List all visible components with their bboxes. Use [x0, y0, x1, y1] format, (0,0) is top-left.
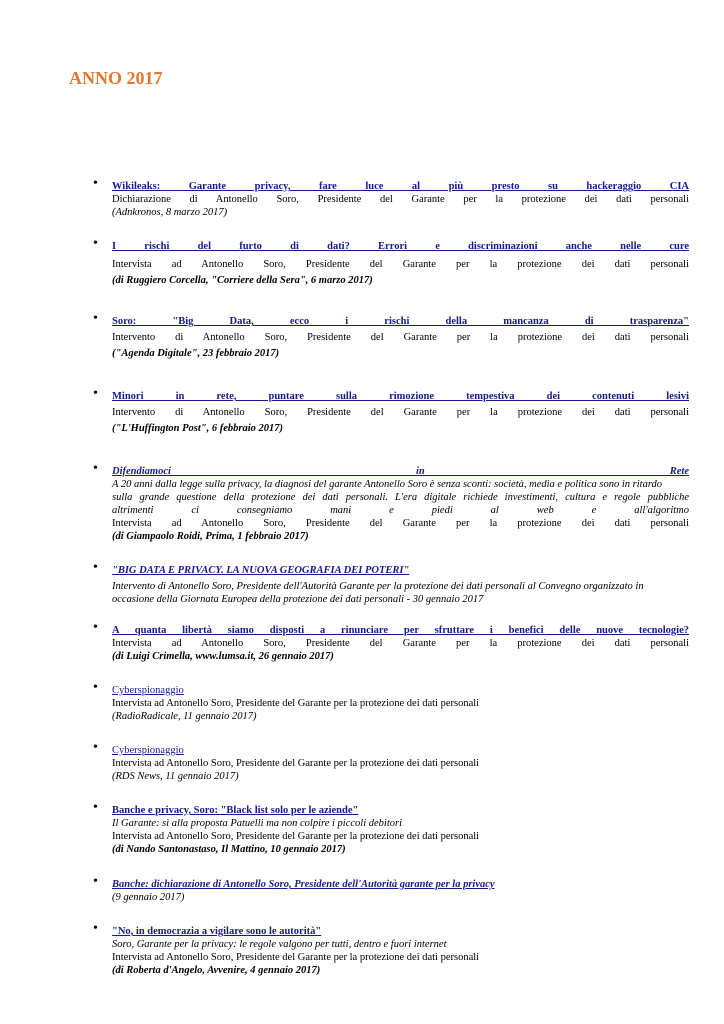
article-link[interactable]: "No, in democrazia a vigilare sono le autorità": [112, 926, 322, 937]
item-source: (Adnkronos, 8 marzo 2017): [112, 207, 228, 218]
page-title: ANNO 2017: [69, 68, 163, 88]
bullet-icon: •: [93, 680, 98, 695]
item-summary: Soro, Garante per la privacy: le regole valgono per tutti, dentro e fuori internet: [112, 939, 447, 950]
item-source: (di Roberta d'Angelo, Avvenire, 4 gennaio 2017): [112, 965, 321, 976]
item-description: Intervista ad Antonello Soro, Presidente del Garante per la protezione dei dati personali: [112, 259, 689, 270]
bullet-icon: •: [93, 386, 98, 401]
item-description: Intervista ad Antonello Soro, Presidente del Garante per la protezione dei dati personali: [112, 831, 480, 842]
item-source: (RDS News, 11 gennaio 2017): [112, 771, 239, 782]
item-summary: A 20 anni dalla legge sulla privacy, la diagnosi del garante Antonello Soro è senza sconti: società, media e politica sono in ritardo: [112, 479, 663, 490]
item-description: Intervento di Antonello Soro, Presidente dell'Autorità Garante per la protezione dei dati personali al Convegno organizzato in: [112, 581, 644, 592]
bullet-icon: •: [93, 874, 98, 889]
item-source: (di Nando Santonastaso, Il Mattino, 10 gennaio 2017): [112, 844, 346, 855]
bullet-icon: •: [93, 921, 98, 936]
item-source: (di Luigi Crimella, www.lumsa.it, 26 gennaio 2017): [112, 651, 334, 662]
item-description: occasione della Giornata Europea della protezione dei dati personali - 30 gennaio 2017: [112, 594, 484, 605]
item-description: Intervista ad Antonello Soro, Presidente del Garante per la protezione dei dati personali: [112, 698, 480, 709]
item-description: Intervista ad Antonello Soro, Presidente del Garante per la protezione dei dati personali: [112, 952, 480, 963]
list-item: [93, 740, 689, 783]
item-description: Intervento di Antonello Soro, Presidente del Garante per la protezione dei dati personali: [112, 407, 689, 418]
article-link[interactable]: Banche: dichiarazione di Antonello Soro, Presidente dell'Autorità garante per la privacy: [112, 879, 495, 890]
list-item: [93, 311, 689, 360]
bullet-icon: •: [93, 800, 98, 815]
item-summary: sulla grande questione della protezione dei dati personali. L'era digitale richiede investimenti, cultura e regole pubbliche: [112, 492, 689, 503]
bullet-icon: •: [93, 236, 98, 251]
list-item: [93, 680, 689, 723]
item-source: ("Agenda Digitale", 23 febbraio 2017): [112, 348, 280, 359]
item-source: (di Ruggiero Corcella, "Corriere della Sera", 6 marzo 2017): [112, 275, 373, 286]
article-link[interactable]: Banche e privacy, Soro: "Black list solo per le aziende": [112, 805, 359, 816]
item-description: Intervento di Antonello Soro, Presidente del Garante per la protezione dei dati personali: [112, 332, 689, 343]
bullet-icon: •: [93, 740, 98, 755]
item-description: Intervista ad Antonello Soro, Presidente del Garante per la protezione dei dati personali: [112, 518, 689, 529]
item-source: ("L'Huffington Post", 6 febbraio 2017): [112, 423, 284, 434]
list-item: [93, 236, 689, 287]
item-summary: Il Garante: sì alla proposta Patuelli ma non colpire i piccoli debitori: [112, 818, 402, 829]
article-link[interactable]: Cyberspionaggio: [112, 745, 184, 756]
list-item: [93, 800, 689, 856]
list-item: [93, 620, 689, 663]
item-description: Intervista ad Antonello Soro, Presidente del Garante per la protezione dei dati personali: [112, 638, 689, 649]
bullet-icon: •: [93, 176, 98, 191]
item-source: (RadioRadicale, 11 gennaio 2017): [112, 711, 257, 722]
article-link[interactable]: I rischi del furto di dati? Errori e discriminazioni anche nelle cure: [112, 241, 689, 252]
article-link[interactable]: Minori in rete, puntare sulla rimozione tempestiva dei contenuti lesivi: [112, 391, 689, 402]
list-item: [93, 386, 689, 435]
article-link[interactable]: "BIG DATA E PRIVACY. LA NUOVA GEOGRAFIA DEI POTERI": [112, 565, 410, 576]
bullet-icon: •: [93, 461, 98, 476]
bullet-icon: •: [93, 311, 98, 326]
item-source: (9 gennaio 2017): [112, 892, 185, 903]
article-link[interactable]: A quanta libertà siamo disposti a rinunciare per sfruttare i benefici delle nuove tecnologie?: [112, 625, 689, 636]
item-description: Dichiarazione di Antonello Soro, Presidente del Garante per la protezione dei dati personali: [112, 194, 689, 205]
list-item: [93, 176, 689, 219]
article-link[interactable]: Wikileaks: Garante privacy, fare luce al più presto su hackeraggio CIA: [112, 181, 689, 192]
bullet-icon: •: [93, 560, 98, 575]
article-link[interactable]: Difendiamoci in Rete: [112, 466, 689, 477]
article-link[interactable]: Soro: "Big Data, ecco i rischi della mancanza di trasparenza": [112, 316, 689, 327]
bullet-icon: •: [93, 620, 98, 635]
list-item: [93, 560, 689, 606]
list-item: [93, 874, 689, 904]
article-link[interactable]: Cyberspionaggio: [112, 685, 184, 696]
item-description: Intervista ad Antonello Soro, Presidente del Garante per la protezione dei dati personali: [112, 758, 480, 769]
item-source: (di Giampaolo Roidi, Prima, 1 febbraio 2017): [112, 531, 309, 542]
item-summary: altrimenti ci consegniamo mani e piedi al web e all'algoritmo: [112, 505, 689, 516]
list-item: [93, 461, 689, 543]
list-item: [93, 921, 689, 977]
